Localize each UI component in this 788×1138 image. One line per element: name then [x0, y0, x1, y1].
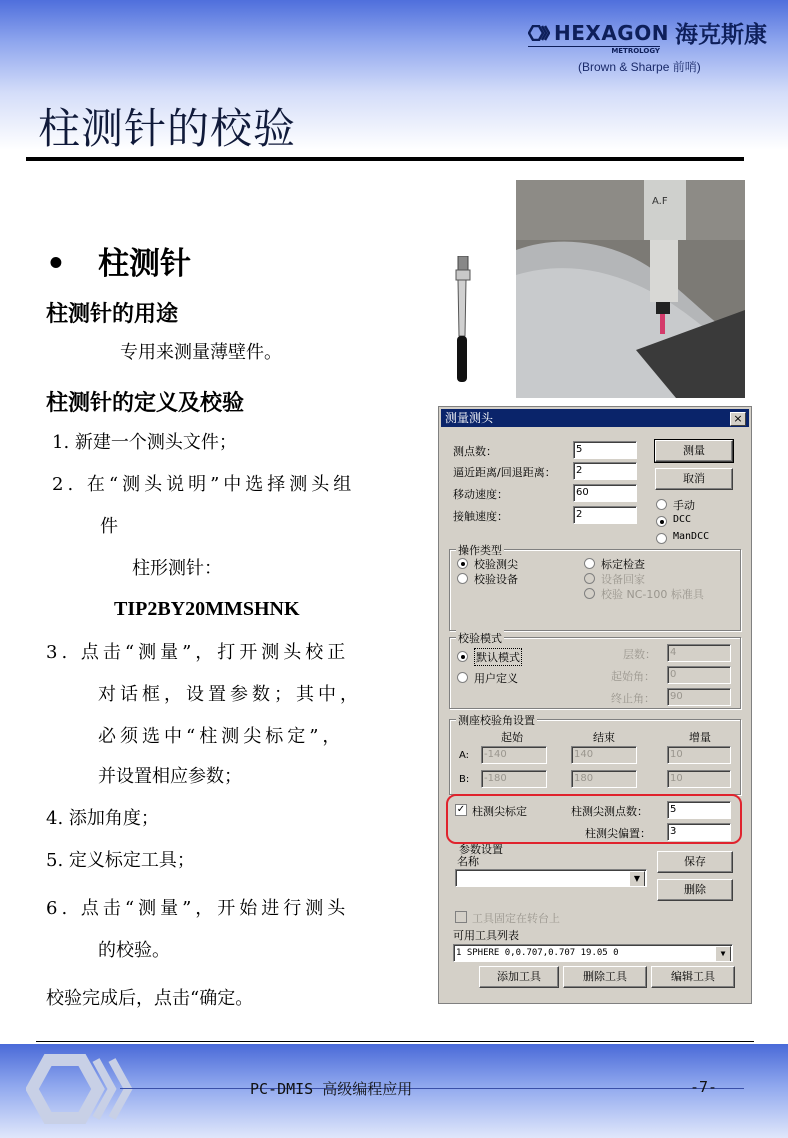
step-3c: 必须选中“柱测尖标定”， — [98, 726, 345, 747]
name-dropdown[interactable] — [455, 869, 647, 887]
shank-offset-input[interactable]: 3 — [667, 823, 731, 841]
step-4: 4. 添加角度； — [46, 808, 159, 829]
section-usage-text: 专用来测量薄壁件。 — [120, 342, 282, 363]
op-calib-tip-radio[interactable] — [457, 558, 468, 569]
move-speed-label: 移动速度： — [453, 488, 508, 501]
mode-dcc-radio[interactable] — [656, 516, 667, 527]
op-home-label: 设备回家 — [601, 573, 645, 586]
hexagon-logo — [528, 16, 768, 76]
shank-stylus-image — [446, 256, 478, 386]
cmm-photo — [516, 180, 745, 398]
calib-default-label: 默认模式 — [474, 648, 522, 666]
op-nc100-label: 校验 NC-100 标准具 — [601, 588, 704, 601]
footer-line — [120, 1088, 744, 1089]
shank-calib-label: 柱测尖标定 — [472, 805, 527, 818]
mode-mandcc-label: ManDCC — [673, 531, 710, 542]
a-inc-input[interactable]: 10 — [667, 746, 731, 764]
tool-list-label: 可用工具列表 — [453, 929, 519, 942]
b-start-input[interactable]: -180 — [481, 770, 547, 788]
row-b-label: B: — [459, 774, 470, 785]
end-angle-input[interactable]: 90 — [667, 688, 731, 706]
dialog-titlebar — [441, 409, 749, 427]
a-start-input[interactable]: -140 — [481, 746, 547, 764]
measure-button[interactable]: 测量 — [655, 440, 733, 462]
delete-button[interactable]: 删除 — [657, 879, 733, 901]
step-5: 5. 定义标定工具； — [46, 850, 195, 871]
mode-dcc-label: DCC — [673, 514, 692, 525]
seat-angle-title: 测座校验角设置 — [458, 714, 535, 727]
points-input[interactable]: 5 — [573, 441, 637, 459]
mode-manual-radio[interactable] — [656, 499, 667, 510]
step-1: 1. 新建一个测头文件； — [52, 432, 237, 453]
edit-tool-button[interactable]: 编辑工具 — [651, 966, 735, 988]
step-2b: 件 — [100, 516, 118, 537]
step-3d: 并设置相应参数； — [98, 766, 242, 787]
calib-user-radio[interactable] — [457, 672, 468, 683]
page-title: 柱测针的校验 — [38, 104, 297, 153]
operation-type-title: 操作类型 — [458, 544, 502, 557]
cancel-button[interactable]: 取消 — [655, 468, 733, 490]
a-end-input[interactable]: 140 — [571, 746, 637, 764]
step-3a: 3. 点击“测量”，打开测头校正 — [46, 642, 350, 663]
touch-speed-label: 接触速度： — [453, 510, 508, 523]
chevron-down-icon[interactable]: ▼ — [715, 946, 731, 962]
shank-points-input[interactable]: 5 — [667, 801, 731, 819]
op-home-radio[interactable] — [584, 573, 595, 584]
close-icon[interactable]: × — [730, 412, 746, 426]
logo-chinese: 海克斯康 — [674, 22, 767, 48]
step-2c: 柱形测针： — [132, 558, 222, 579]
tool-list-selected: 1 SPHERE 0,0.707,0.707 19.05 0 — [456, 948, 619, 958]
save-button[interactable]: 保存 — [657, 851, 733, 873]
op-calib-tip-label: 校验测尖 — [474, 558, 518, 571]
op-calib-dev-radio[interactable] — [457, 573, 468, 584]
step-6a: 6. 点击“测量”，开始进行测头 — [46, 898, 350, 919]
points-label: 测点数： — [453, 445, 497, 458]
mode-mandcc-radio[interactable] — [656, 533, 667, 544]
op-check-radio[interactable] — [584, 558, 595, 569]
approach-input[interactable]: 2 — [573, 462, 637, 480]
dialog-title: 测量测头 — [445, 411, 494, 425]
calib-mode-title: 校验模式 — [458, 632, 502, 645]
footer-hexagon-icon — [26, 1052, 136, 1126]
layers-label: 层数： — [623, 648, 656, 661]
footer-divider — [36, 1041, 754, 1042]
name-label: 名称 — [457, 855, 479, 868]
footer-title: PC-DMIS 高级编程应用 — [250, 1080, 413, 1098]
hexagon-mark-icon — [528, 25, 550, 41]
measure-probe-dialog — [438, 406, 752, 1004]
param-group-title: 参数设置 — [459, 843, 503, 856]
shank-highlight-box — [446, 794, 742, 844]
shank-calib-checkbox[interactable]: ✓ — [456, 804, 466, 815]
chevron-down-icon[interactable]: ▼ — [629, 871, 645, 887]
svg-text:A.F: A.F — [652, 196, 668, 207]
approach-label: 逼近距离/回退距离： — [453, 466, 556, 479]
col-start-header: 起始 — [501, 731, 523, 744]
final-note: 校验完成后，点击“确定。 — [46, 988, 254, 1009]
delete-tool-button[interactable]: 删除工具 — [563, 966, 647, 988]
layers-input[interactable]: 4 — [667, 644, 731, 662]
op-check-label: 标定检查 — [601, 558, 645, 571]
add-tool-button[interactable]: 添加工具 — [479, 966, 559, 988]
end-angle-label: 终止角： — [611, 692, 655, 705]
tool-fixed-label: 工具固定在转台上 — [472, 912, 560, 925]
page-number: -7- — [690, 1078, 718, 1096]
col-inc-header: 增量 — [689, 731, 711, 744]
shank-offset-label: 柱测尖偏置： — [585, 827, 651, 840]
b-inc-input[interactable]: 10 — [667, 770, 731, 788]
logo-wordmark: HEXAGON — [554, 20, 669, 45]
col-end-header: 结束 — [593, 731, 615, 744]
start-angle-input[interactable]: 0 — [667, 666, 731, 684]
bullet-heading — [46, 238, 191, 283]
title-divider — [26, 157, 744, 161]
heading-text: 柱测针 — [98, 246, 191, 282]
calib-user-label: 用户定义 — [474, 672, 518, 685]
shank-points-label: 柱测尖测点数： — [571, 805, 648, 818]
mode-manual-label: 手动 — [673, 499, 695, 512]
row-a-label: A: — [459, 750, 470, 761]
move-speed-input[interactable]: 60 — [573, 484, 637, 502]
step-2a: 2. 在“测头说明”中选择测头组 — [52, 474, 356, 495]
section-usage-title: 柱测针的用途 — [46, 302, 179, 327]
tool-list-dropdown[interactable] — [453, 944, 733, 962]
step-6b: 的校验。 — [98, 940, 170, 961]
op-nc100-radio[interactable] — [584, 588, 595, 599]
op-calib-dev-label: 校验设备 — [474, 573, 518, 586]
tool-fixed-checkbox[interactable] — [455, 911, 467, 923]
logo-brand: (Brown & Sharpe 前哨) — [578, 60, 701, 74]
section-calib-title: 柱测针的定义及校验 — [46, 391, 245, 416]
touch-speed-input[interactable]: 2 — [573, 506, 637, 524]
step-3b: 对话框，设置参数；其中， — [98, 684, 362, 705]
step-2-stylus-name: TIP2BY20MMSHNK — [114, 598, 300, 620]
bullet-dot: • — [46, 246, 66, 282]
logo-metrology: METROLOGY — [528, 46, 660, 55]
calib-default-radio[interactable] — [457, 651, 468, 662]
start-angle-label: 起始角： — [611, 670, 655, 683]
b-end-input[interactable]: 180 — [571, 770, 637, 788]
